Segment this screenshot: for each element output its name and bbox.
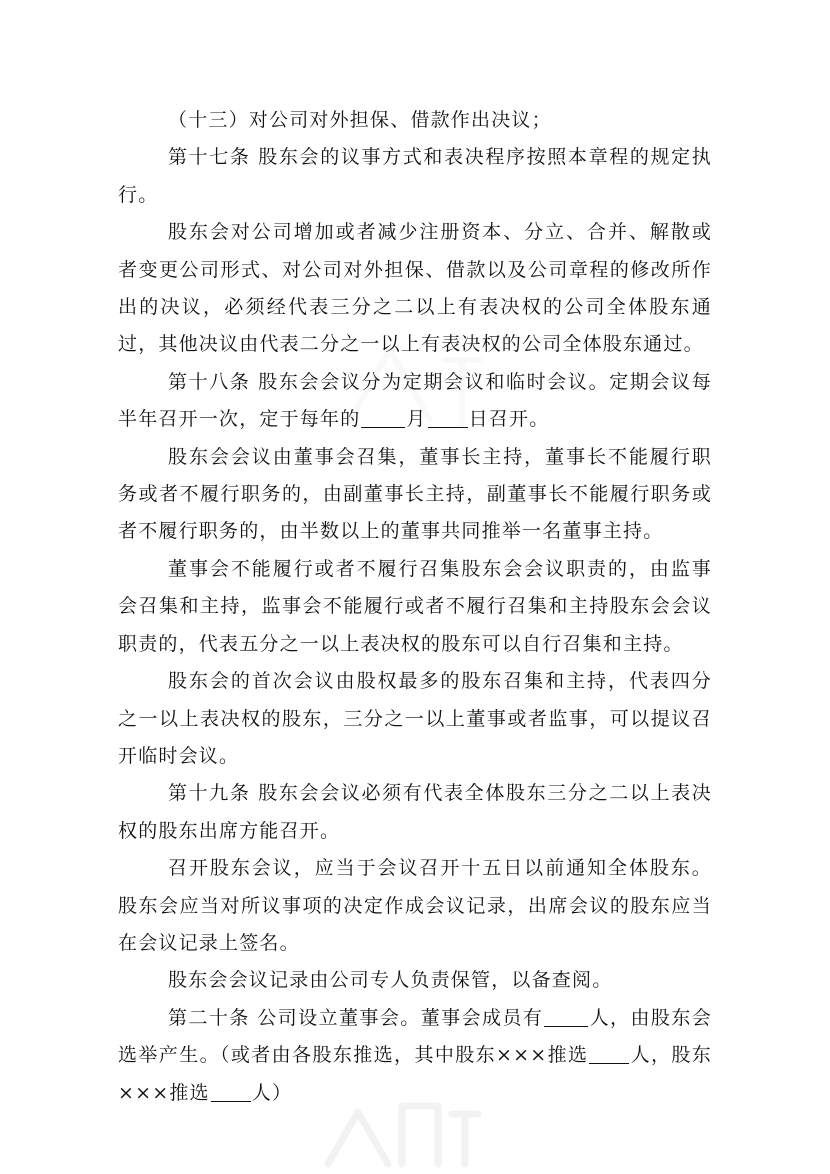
article-20-text: 第二十条 公司设立董事会。董事会成员有 <box>168 1006 544 1029</box>
article-18-text: 第十八条 股东会会议分为定期会议和临时会议。定期会议每半年召开一次，定于每年的 <box>118 370 712 431</box>
shareholder-nominee-blank-1[interactable] <box>589 1043 629 1064</box>
paragraph-records: 股东会会议记录由公司专人负责保管，以备查阅。 <box>168 969 613 992</box>
article-18 <box>118 364 712 439</box>
article-20-text-2: 人，由股东会选举产生。（或者由各股东推选，其中股东×××推选 <box>118 1006 713 1067</box>
board-members-blank[interactable] <box>544 1006 588 1027</box>
paragraph-meeting-convening: 股东会会议由董事会召集，董事长主持，董事长不能履行职务或者不履行职务的，由副董事长主持，副董事长不能履行职务或者不履行职务的，由半数以上的董事共同推举一名董事主持。 <box>118 445 712 543</box>
month-blank[interactable] <box>361 407 405 428</box>
document-body <box>118 102 712 1112</box>
paragraph-notice: 召开股东会议，应当于会议召开十五日以前通知全体股东。股东会应当对所议事项的决定作成会议记录，出席会议的股东应当在会议记录上签名。 <box>118 857 712 954</box>
article-20 <box>118 1000 712 1112</box>
paragraph-first-meeting: 股东会的首次会议由股权最多的股东召集和主持，代表四分之一以上表决权的股东，三分之一以上董事或者监事，可以提议召开临时会议。 <box>118 670 712 767</box>
paragraph-board-failure: 董事会不能履行或者不履行召集股东会会议职责的，由监事会召集和主持，监事会不能履行或者不履行召集和主持股东会会议职责的，代表五分之一以上表决权的股东可以自行召集和主持。 <box>118 557 712 655</box>
article-20-text-4: 人） <box>251 1081 293 1104</box>
article-20-text-3: 人，股东×××推选 <box>118 1044 712 1104</box>
day-label: 日召开。 <box>468 408 550 431</box>
paragraph-resolution-rules: 股东会对公司增加或者减少注册资本、分立、合并、解散或者变更公司形式、对公司对外担保、借款以及公司章程的修改所作出的决议，必须经代表三分之二以上有表决权的公司全体股东通过，其他决议由代表二分之一以上有表决权的公司全体股东通过。 <box>118 221 712 356</box>
article-19: 第十九条 股东会会议必须有代表全体股东三分之二以上表决权的股东出席方能召开。 <box>118 782 712 842</box>
paragraph-item-13: （十三）对公司对外担保、借款作出决议； <box>168 109 552 131</box>
shareholder-nominee-blank-2[interactable] <box>211 1081 251 1102</box>
month-label: 月 <box>406 408 427 431</box>
day-blank[interactable] <box>428 407 468 428</box>
article-17: 第十七条 股东会的议事方式和表决程序按照本章程的规定执行。 <box>118 146 712 206</box>
